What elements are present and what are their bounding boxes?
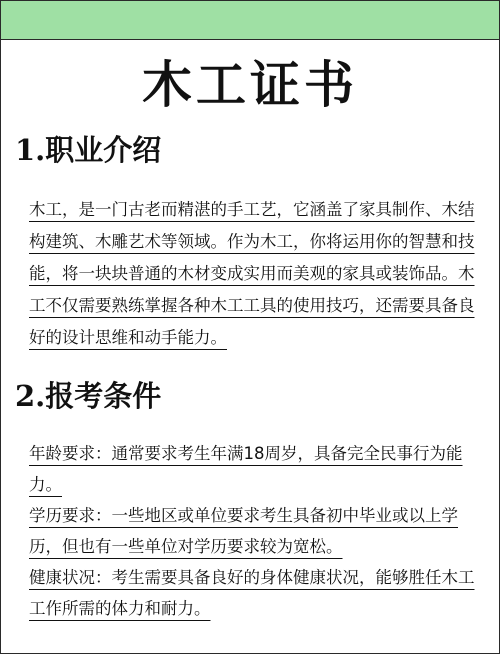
requirement-age [29,438,475,500]
requirement-health [29,562,475,624]
requirement-education-text: 学历要求：一些地区或单位要求考生具备初中毕业或以上学历，但也有一些单位对学历要求较为宽松。 [29,506,458,556]
requirements-list [29,438,475,624]
page-title: 木工证书 [142,56,358,114]
top-color-band [1,1,499,40]
requirement-education [29,500,475,562]
requirement-age-text: 年龄要求：通常要求考生年满18周岁，具备完全民事行为能力。 [29,444,463,494]
section-heading-career-intro: 1.职业介绍 [15,133,162,167]
career-intro-paragraph [29,194,475,354]
career-intro-text: 木工，是一门古老而精湛的手工艺，它涵盖了家具制作、木结构建筑、木雕艺术等领域。作为木工，你将运用你的智慧和技能，将一块块普通的木材变成实用而美观的家具或装饰品。木工不仅需要熟练掌握各种木工工具的使用技巧，还需要具备良好的设计思维和动手能力。 [29,200,475,347]
section-heading-exam-requirements: 2.报考条件 [15,379,162,413]
requirement-health-text: 健康状况：考生需要具备良好的身体健康状况，能够胜任木工工作所需的体力和耐力。 [29,568,475,618]
